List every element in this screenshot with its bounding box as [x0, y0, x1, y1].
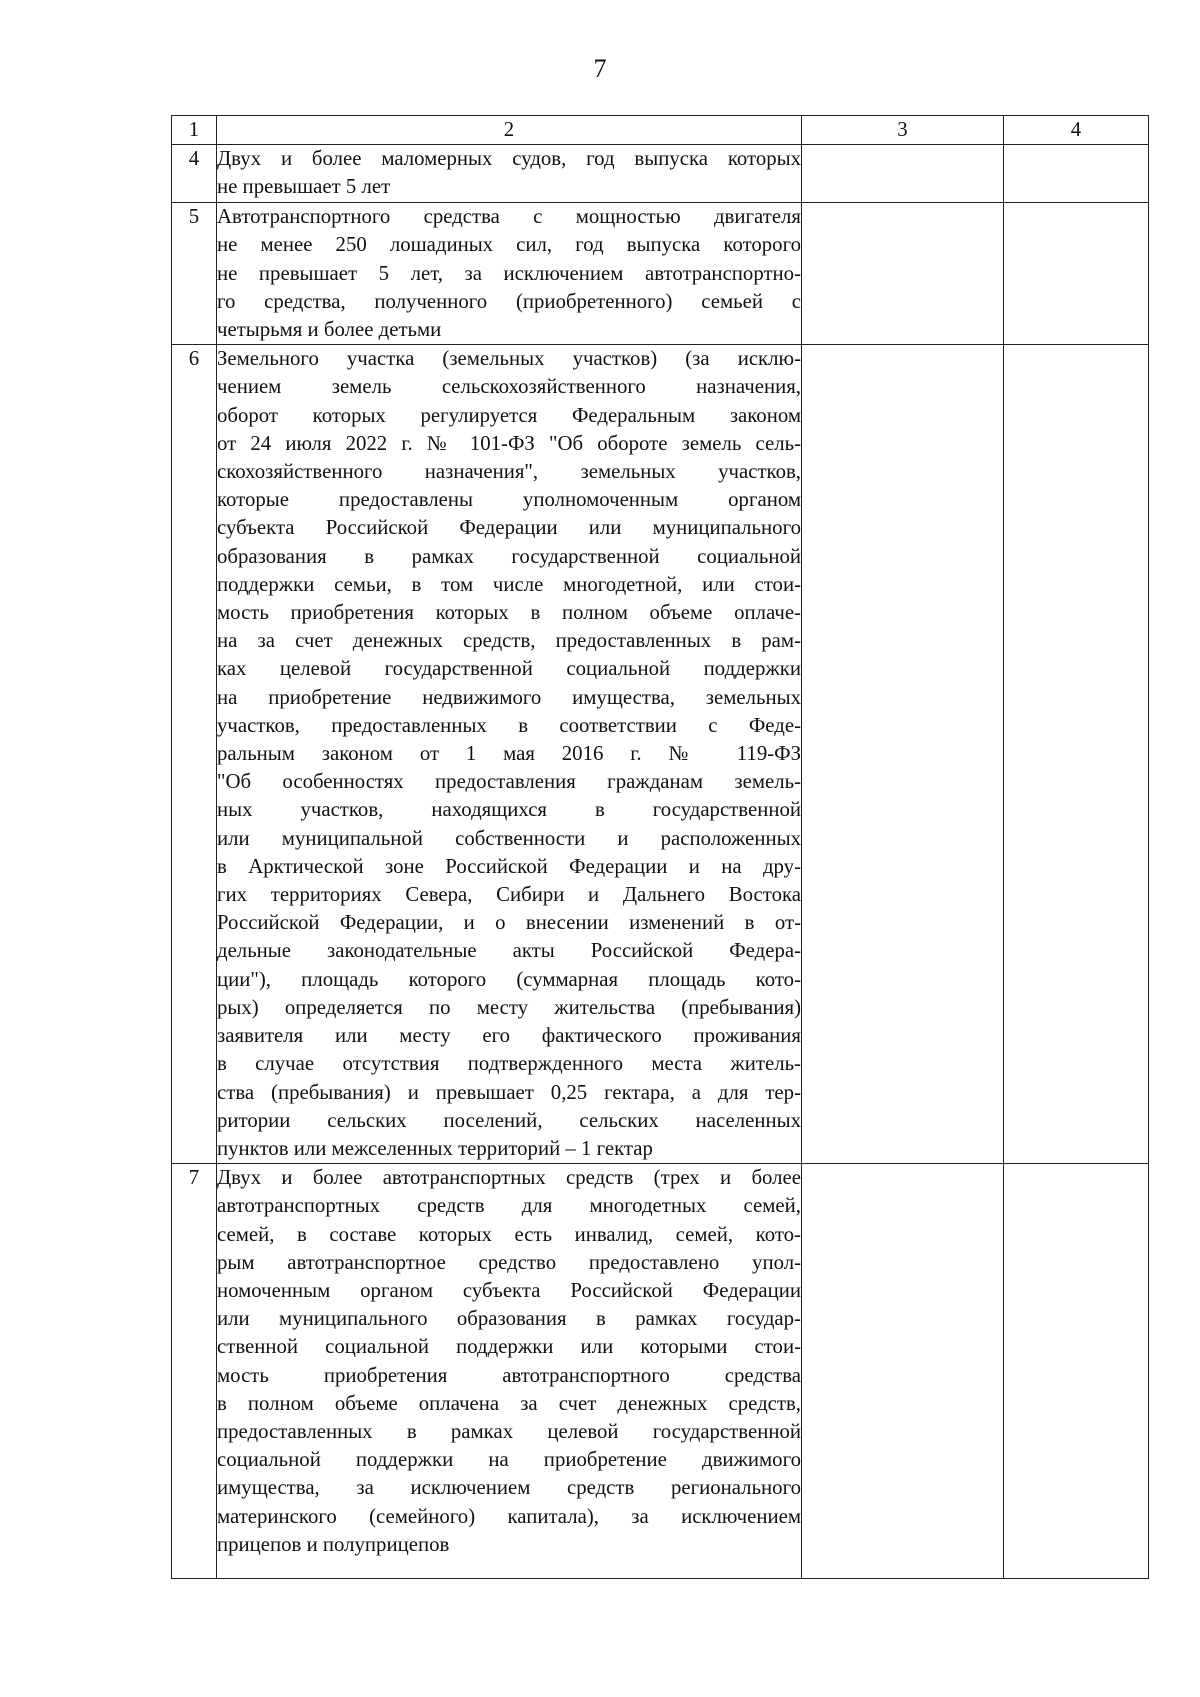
description-line: Автотранспортного средства с мощностью двигателя	[217, 205, 801, 229]
description-line: "Об особенностях предоставления гражданам земель-	[217, 770, 801, 794]
description-line: которые предоставлены уполномоченным органом	[217, 488, 801, 512]
description-line: ства (пребывания) и превышает 0,25 гектара, а для тер-	[217, 1080, 801, 1104]
header-cell-1: 1	[172, 116, 217, 145]
description-line: не менее 250 лошадиных сил, год выпуска которого	[217, 233, 801, 257]
description-line: ных участков, находящихся в государственной	[217, 798, 801, 822]
description-line: номоченным органом субъекта Российской Федерации	[217, 1278, 801, 1302]
description-line: семей, в составе которых есть инвалид, семей, кото-	[217, 1222, 801, 1246]
description-line: пунктов или межселенных территорий – 1 гектар	[217, 1136, 653, 1160]
description-line: мость приобретения автотранспортного средства	[217, 1363, 801, 1387]
row-description	[217, 345, 802, 1164]
description-line: заявителя или месту его фактического проживания	[217, 1024, 801, 1048]
table-row	[172, 1164, 1149, 1579]
table-row	[172, 203, 1149, 345]
description-line: четырьмя и более детьми	[217, 318, 442, 342]
description-line: дельные законодательные акты Российской Федера-	[217, 939, 801, 963]
assets-table	[171, 115, 1149, 1579]
row-description	[217, 145, 802, 203]
description-line: го средства, полученного (приобретенного) семьей с	[217, 289, 801, 313]
description-line: ции"), площадь которого (суммарная площадь кото-	[217, 967, 801, 991]
description-line: участков, предоставленных в соответствии с Феде-	[217, 713, 801, 737]
description-line: или муниципального образования в рамках государ-	[217, 1307, 801, 1331]
description-line: не превышает 5 лет, за исключением автотранспортно-	[217, 261, 801, 285]
description-line: ках целевой государственной социальной поддержки	[217, 657, 801, 681]
table-row	[172, 345, 1149, 1164]
row-col4-cell	[1004, 345, 1149, 1164]
row-number: 7	[172, 1164, 217, 1579]
description-line: ственной социальной поддержки или которыми стои-	[217, 1335, 801, 1359]
description-line: на приобретение недвижимого имущества, земельных	[217, 685, 801, 709]
header-cell-4: 4	[1004, 116, 1149, 145]
description-line: мость приобретения которых в полном объеме оплаче-	[217, 601, 801, 625]
description-line: предоставленных в рамках целевой государственной	[217, 1419, 801, 1443]
row-col3-cell	[802, 203, 1004, 345]
row-description	[217, 1164, 802, 1579]
row-col3-cell	[802, 145, 1004, 203]
description-line: от 24 июля 2022 г. № 101-ФЗ "Об обороте земель сель-	[217, 431, 801, 455]
description-line: в случае отсутствия подтвержденного места житель-	[217, 1052, 801, 1076]
description-line: Земельного участка (земельных участков) (за исклю-	[217, 347, 801, 371]
header-cell-2: 2	[217, 116, 802, 145]
description-line: оборот которых регулируется Федеральным законом	[217, 403, 801, 427]
table-header-row	[172, 116, 1149, 145]
description-line: или муниципальной собственности и расположенных	[217, 826, 801, 850]
description-line: рым автотранспортное средство предоставлено упол-	[217, 1250, 801, 1274]
row-description	[217, 203, 802, 345]
description-line: чением земель сельскохозяйственного назначения,	[217, 375, 801, 399]
description-line: социальной поддержки на приобретение движимого	[217, 1448, 801, 1472]
row-number: 4	[172, 145, 217, 203]
description-line: Российской Федерации, и о внесении изменений в от-	[217, 911, 801, 935]
description-line: скохозяйственного назначения", земельных участков,	[217, 460, 801, 484]
row-col3-cell	[802, 1164, 1004, 1579]
header-cell-3: 3	[802, 116, 1004, 145]
description-line: не превышает 5 лет	[217, 175, 391, 199]
description-line: субъекта Российской Федерации или муниципального	[217, 516, 801, 540]
table-row	[172, 145, 1149, 203]
page-number-text: 7	[593, 54, 607, 83]
page-number	[0, 54, 1200, 84]
description-line: рых) определяется по месту жительства (пребывания)	[217, 995, 801, 1019]
description-line: Двух и более маломерных судов, год выпуска которых	[217, 147, 801, 171]
description-line: автотранспортных средств для многодетных семей,	[217, 1194, 801, 1218]
description-line: поддержки семьи, в том числе многодетной, или стои-	[217, 572, 801, 596]
description-line: материнского (семейного) капитала), за исключением	[217, 1504, 801, 1528]
row-number: 6	[172, 345, 217, 1164]
description-line: на за счет денежных средств, предоставленных в рам-	[217, 629, 801, 653]
row-col4-cell	[1004, 145, 1149, 203]
row-col4-cell	[1004, 1164, 1149, 1579]
description-line: в Арктической зоне Российской Федерации и на дру-	[217, 854, 801, 878]
description-line: в полном объеме оплачена за счет денежных средств,	[217, 1391, 801, 1415]
row-number: 5	[172, 203, 217, 345]
row-col4-cell	[1004, 203, 1149, 345]
description-line: имущества, за исключением средств регионального	[217, 1476, 801, 1500]
description-line: образования в рамках государственной социальной	[217, 544, 801, 568]
description-line: Двух и более автотранспортных средств (трех и более	[217, 1166, 801, 1190]
row-col3-cell	[802, 345, 1004, 1164]
description-line: гих территориях Севера, Сибири и Дальнего Востока	[217, 883, 801, 907]
description-line: прицепов и полуприцепов	[217, 1532, 450, 1556]
description-line: ральным законом от 1 мая 2016 г. № 119-ФЗ	[217, 742, 801, 766]
description-line: ритории сельских поселений, сельских населенных	[217, 1108, 801, 1132]
